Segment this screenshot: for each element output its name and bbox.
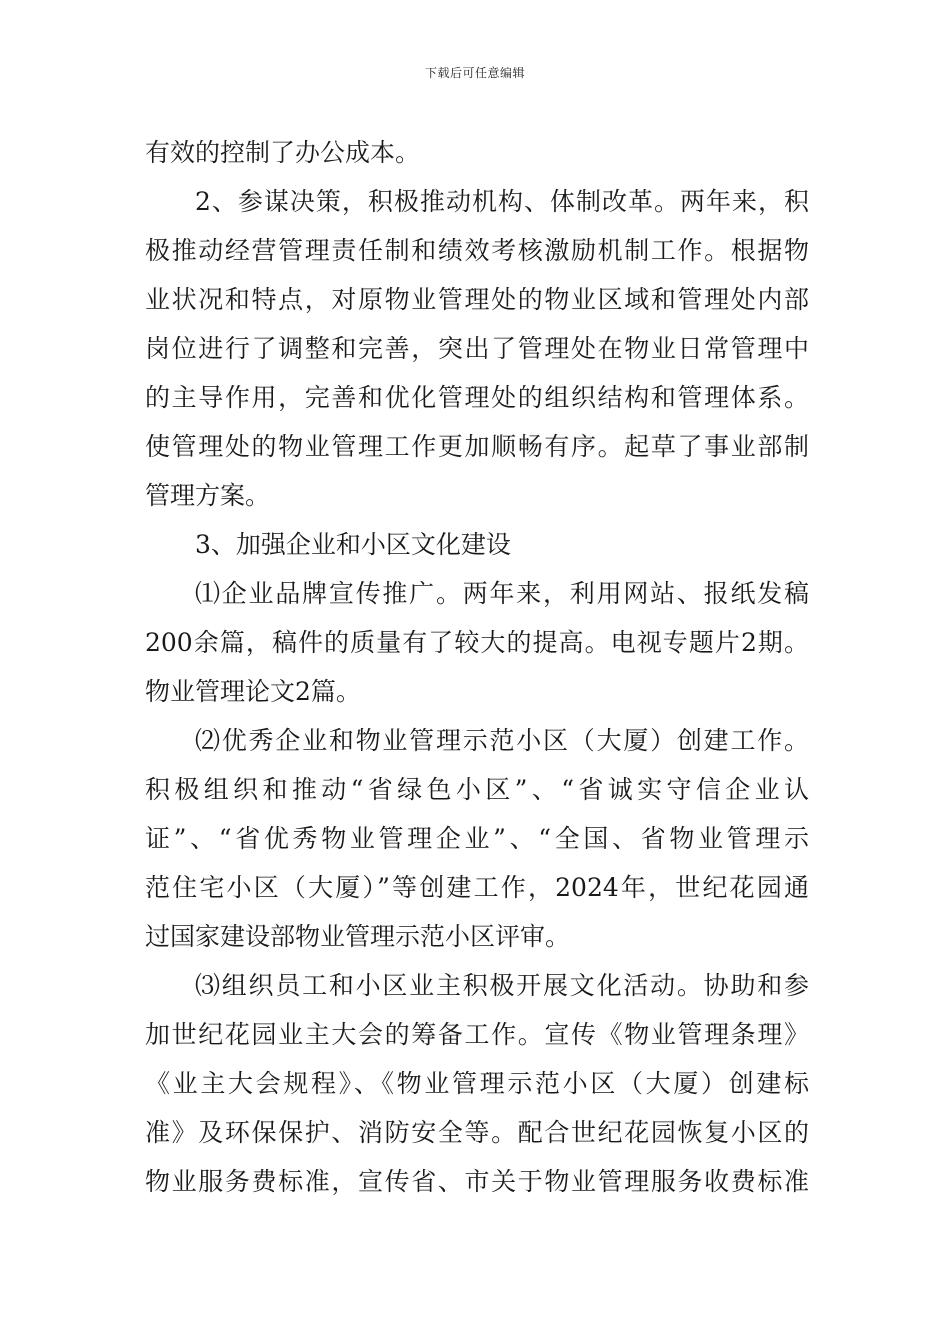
paragraph bbox=[145, 177, 809, 520]
text-line: 2、参谋决策，积极推动机构、体制改革。两年来，积 bbox=[195, 187, 809, 216]
text-line: 业状况和特点，对原物业管理处的物业区域和管理处内部 bbox=[145, 285, 809, 314]
text-line: 的主导作用，完善和优化管理处的组织结构和管理体系。 bbox=[145, 383, 809, 412]
paragraph bbox=[145, 128, 809, 177]
text-line: 物业管理论文2篇。 bbox=[145, 677, 361, 706]
text-line: 《业主大会规程》、《物业管理示范小区（大厦）创建标 bbox=[145, 1069, 809, 1098]
text-line: 过国家建设部物业管理示范小区评审。 bbox=[145, 922, 571, 951]
text-line: 管理方案。 bbox=[145, 481, 271, 510]
text-line: ⑴企业品牌宣传推广。两年来，利用网站、报纸发稿 bbox=[195, 579, 809, 608]
text-line: 证”、“省优秀物业管理企业”、“全国、省物业管理示 bbox=[145, 824, 809, 853]
text-line: 加世纪花园业主大会的筹备工作。宣传《物业管理条理》 bbox=[145, 1020, 809, 1049]
text-line: ⑵优秀企业和物业管理示范小区（大厦）创建工作。 bbox=[195, 726, 809, 755]
text-line: 有效的控制了办公成本。 bbox=[145, 138, 421, 167]
document-body bbox=[145, 128, 809, 1206]
text-line: 3、加强企业和小区文化建设 bbox=[195, 530, 511, 559]
paragraph bbox=[145, 569, 809, 716]
text-line: 极推动经营管理责任制和绩效考核激励机制工作。根据物 bbox=[145, 236, 809, 265]
page-header: 下载后可任意编辑 bbox=[424, 66, 525, 80]
text-line: 范住宅小区（大厦）”等创建工作，2024年，世纪花园通 bbox=[145, 873, 809, 902]
text-line: 岗位进行了调整和完善，突出了管理处在物业日常管理中 bbox=[145, 334, 809, 363]
paragraph bbox=[145, 961, 809, 1206]
paragraph bbox=[145, 716, 809, 961]
text-line: ⑶组织员工和小区业主积极开展文化活动。协助和参 bbox=[195, 971, 809, 1000]
text-line: 物业服务费标准，宣传省、市关于物业管理服务收费标准 bbox=[145, 1167, 809, 1196]
text-line: 准》及环保保护、消防安全等。配合世纪花园恢复小区的 bbox=[145, 1118, 809, 1147]
text-line: 积极组织和推动“省绿色小区”、“省诚实守信企业认 bbox=[145, 775, 809, 804]
text-line: 使管理处的物业管理工作更加顺畅有序。起草了事业部制 bbox=[145, 432, 809, 461]
text-line: 200余篇，稿件的质量有了较大的提高。电视专题片2期。 bbox=[145, 628, 809, 657]
paragraph bbox=[145, 520, 809, 569]
